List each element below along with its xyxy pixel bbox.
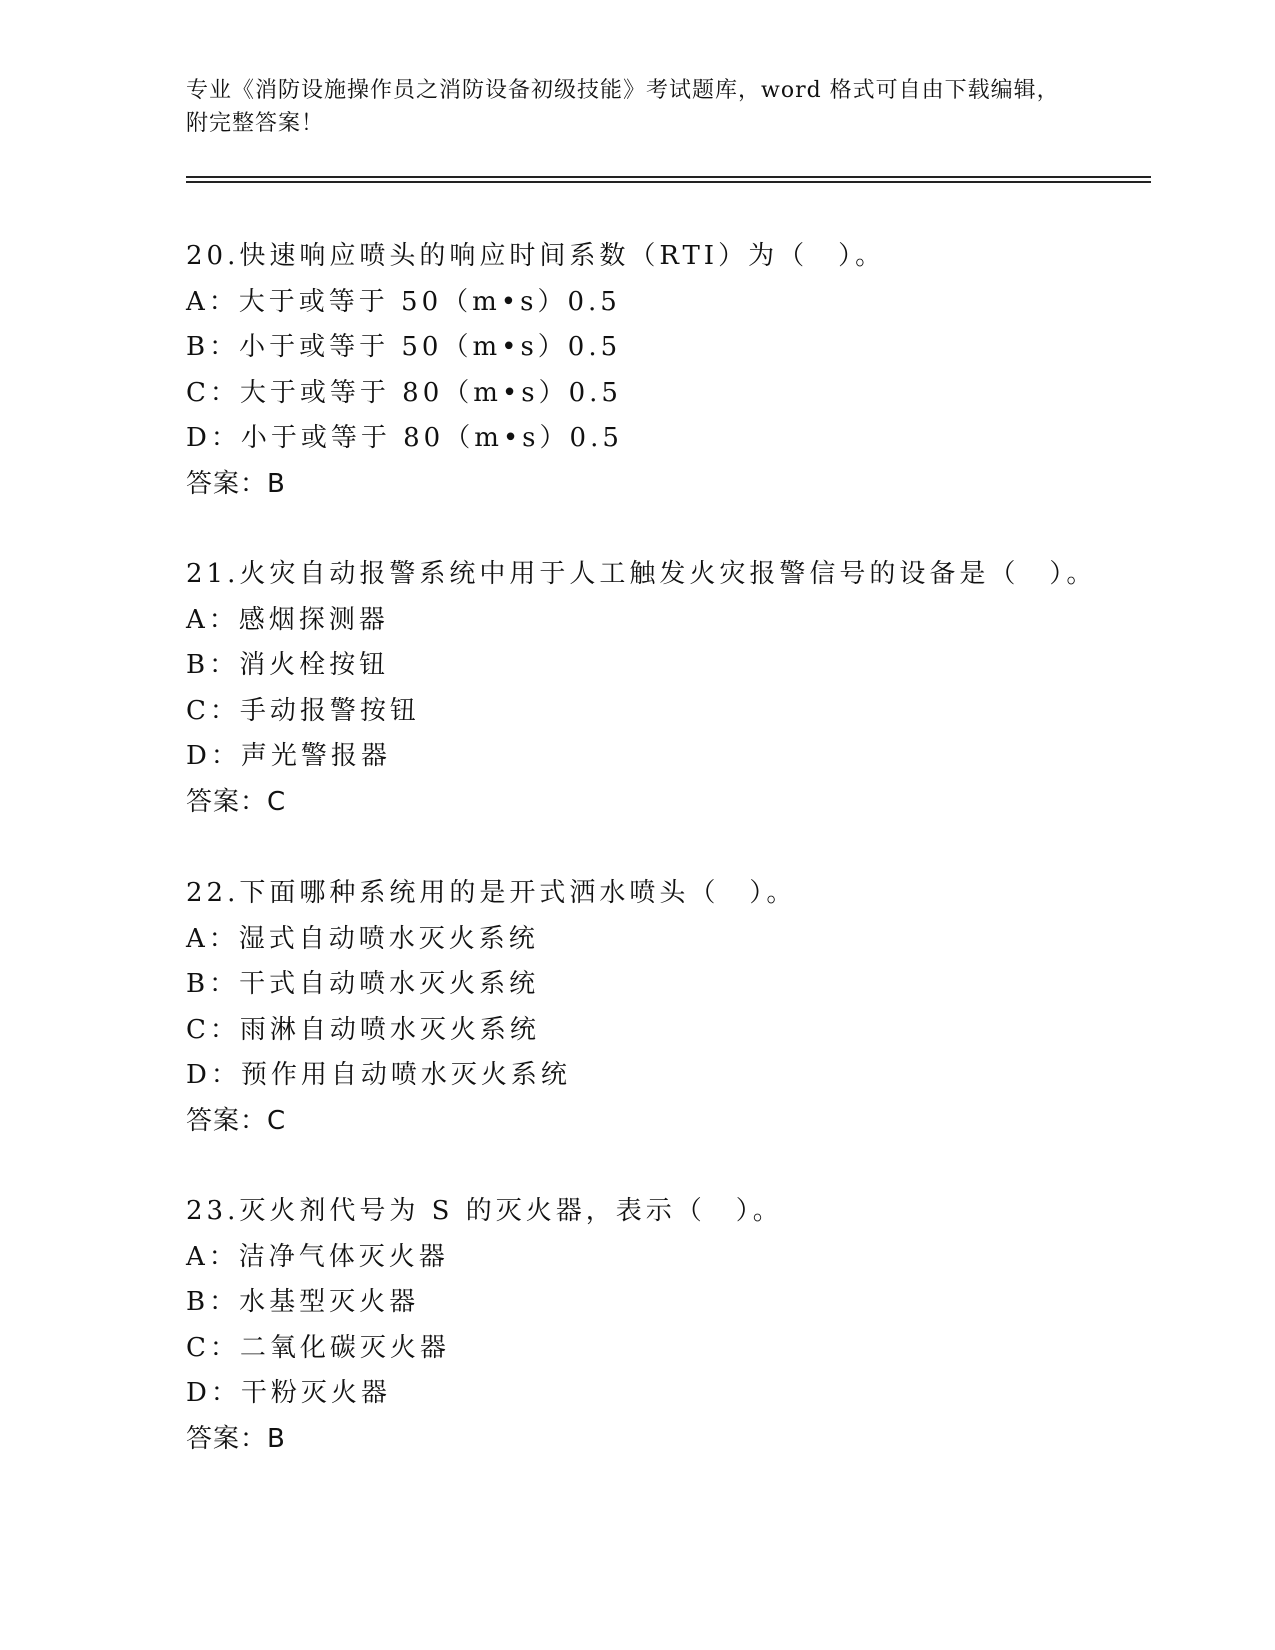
option-d: D：小于或等于 80（m•s）0.5 [186, 423, 623, 453]
option-a: A：大于或等于 50（m•s）0.5 [186, 286, 621, 317]
question-stem: 23.灭火剂代号为 S 的灭火器，表示（ ）。 [186, 1196, 783, 1226]
answer: 答案：B [186, 1423, 286, 1454]
option-c: C：手动报警按钮 [186, 695, 420, 726]
option-d: D：干粉灭火器 [186, 1378, 391, 1408]
option-a: A：洁净气体灭火器 [186, 1241, 449, 1272]
option-d: D：预作用自动喷水灭火系统 [186, 1060, 571, 1090]
answer: 答案：B [186, 468, 286, 499]
question-stem: 22.下面哪种系统用的是开式洒水喷头（ ）。 [186, 878, 797, 908]
answer: 答案：C [186, 786, 287, 817]
option-b: B：干式自动喷水灭火系统 [186, 969, 540, 999]
option-c: C：雨淋自动喷水灭火系统 [186, 1014, 540, 1045]
option-c: C：大于或等于 80（m•s）0.5 [186, 377, 622, 408]
question-23 [186, 1189, 1136, 1462]
question-stem: 20.快速响应喷头的响应时间系数（RTI）为（ ）。 [186, 241, 886, 271]
option-d: D：声光警报器 [186, 741, 391, 771]
question-21 [186, 552, 1136, 825]
header-divider-top [186, 176, 1151, 178]
option-a: A：湿式自动喷水灭火系统 [186, 923, 539, 954]
option-b: B：消火栓按钮 [186, 650, 390, 680]
question-stem: 21.火灾自动报警系统中用于人工触发火灾报警信号的设备是（ ）。 [186, 559, 1097, 589]
header-divider-bottom [186, 181, 1151, 183]
option-b: B：水基型灭火器 [186, 1287, 420, 1317]
option-b: B：小于或等于 50（m•s）0.5 [186, 332, 622, 362]
question-22 [186, 871, 1136, 1144]
option-c: C：二氧化碳灭火器 [186, 1332, 450, 1363]
answer: 答案：C [186, 1105, 287, 1136]
document-header: 专业《消防设施操作员之消防设备初级技能》考试题库，word 格式可自由下载编辑，附完整答案！ [186, 78, 1060, 136]
option-a: A：感烟探测器 [186, 604, 389, 635]
question-20 [186, 234, 1136, 507]
